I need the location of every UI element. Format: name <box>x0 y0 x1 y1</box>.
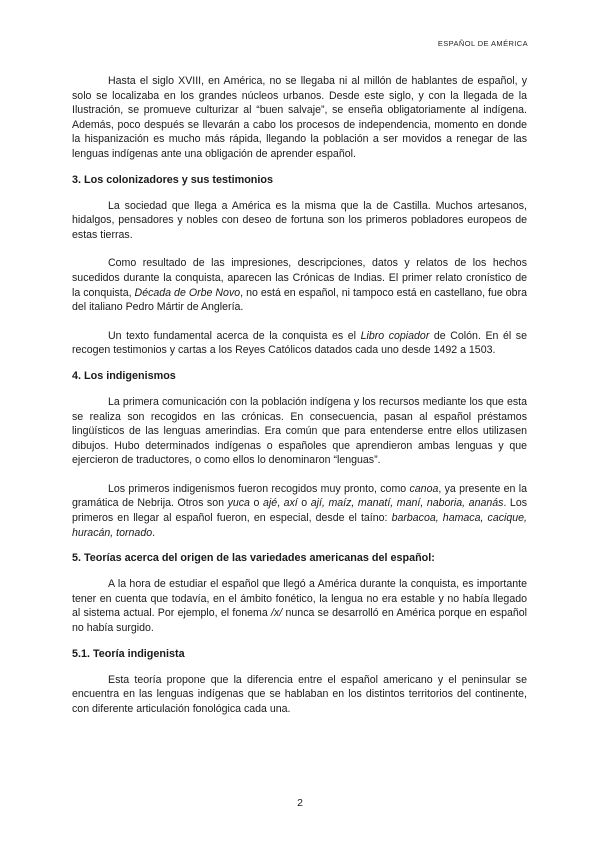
section-5-1-heading: 5.1. Teoría indigenista <box>72 647 185 660</box>
section-5-1-paragraph-1: Esta teoría propone que la diferencia entre el español americano y el peninsular se encuentra en las lenguas indígenas que se hablaban en los distintos territorios del continente, con diferente articulación fonológica cada una. <box>72 673 527 715</box>
taino-term-list: barbacoa, hamaca, cacique, huracán, tornado <box>72 512 527 539</box>
indigenismo-term-list: ají, maíz, manatí, maní, naboria, ananás <box>310 497 504 510</box>
section-4-paragraph-2: Los primeros indigenismos fueron recogidos muy pronto, como canoa, ya presente en la gramática de Nebrija. Otros son yuca o ajé, axí o ají, maíz, manatí, maní, naboria, ananás. Los primeros en llegar al español fueron, en especial, desde el taíno: barbacoa, hamaca, cacique, huracán, tornado. <box>72 482 528 539</box>
section-3-heading: 3. Los colonizadores y sus testimonios <box>72 173 273 186</box>
indigenismo-term: yuca <box>227 497 250 510</box>
indigenismo-term: axí <box>283 497 298 510</box>
work-title-decada: Década de Orbe Novo <box>134 286 241 299</box>
page-number: 2 <box>297 797 303 809</box>
section-5-paragraph-1: A la hora de estudiar el español que llegó a América durante la conquista, es importante tener en cuenta que todavía, en el ámbito fonético, la lengua no era estable y no había llegado al sistema actual. Por ejemplo, el fonema /x/ nunca se desarrolló en América porque en español no había surgido. <box>72 578 527 635</box>
section-4-paragraph-1: La primera comunicación con la población indígena y los recursos mediante los que esta se realiza son recogidos en las crónicas. En consecuencia, pasan al español préstamos lingüísticos de las lenguas amerindias. Era común que para entenderse entre ellos utilizasen dibujos. Hubo determinados indígenas o españoles que aprendieron ambas lenguas y que ejercieron de traductores, o como ellos lo denominaron “lenguas”. <box>72 395 527 467</box>
work-title-libro-copiador: Libro copiador <box>360 329 430 342</box>
section-4-heading: 4. Los indigenismos <box>72 369 176 382</box>
phoneme-x: /x/ <box>271 607 283 620</box>
running-header: ESPAÑOL DE AMÉRICA <box>437 39 528 48</box>
section-3-paragraph-1: La sociedad que llega a América es la misma que la de Castilla. Muchos artesanos, hidalgos, pensadores y nobles con deseo de fortuna son los primeros pobladores europeos de estas tierras. <box>72 199 527 241</box>
indigenismo-term: ajé <box>262 497 278 510</box>
indigenismo-term: canoa <box>409 482 439 495</box>
section-3-paragraph-3: Un texto fundamental acerca de la conquista es el Libro copiador de Colón. En él se recogen testimonios y cartas a los Reyes Católicos datados cada uno desde 1492 a 1503. <box>72 329 527 357</box>
intro-paragraph: Hasta el siglo XVIII, en América, no se llegaba ni al millón de hablantes de español, y solo se localizaba en los grandes núcleos urbanos. Desde este siglo, y con la llegada de la Ilustración, se promueve culturizar al “buen salvaje”, se enseña obligatoriamente al indígena. Además, poco después se llevarán a cabo los procesos de independencia, momento en donde la hispanización es mucho más rápida, llegando la población a ser movidos a renegar de las lenguas indígenas ante una obligación de aprender español. <box>72 75 527 160</box>
section-3-paragraph-2: Como resultado de las impresiones, descripciones, datos y relatos de los hechos sucedidos durante la conquista, aparecen las Crónicas de Indias. El primer relato cronístico de la conquista, Década de Orbe Novo, no está en español, ni tampoco está en castellano, fue obra del italiano Pedro Mártir de Anglería. <box>72 257 527 314</box>
section-5-heading: 5. Teorías acerca del origen de las variedades americanas del español: <box>72 552 435 565</box>
page-content <box>72 74 527 716</box>
